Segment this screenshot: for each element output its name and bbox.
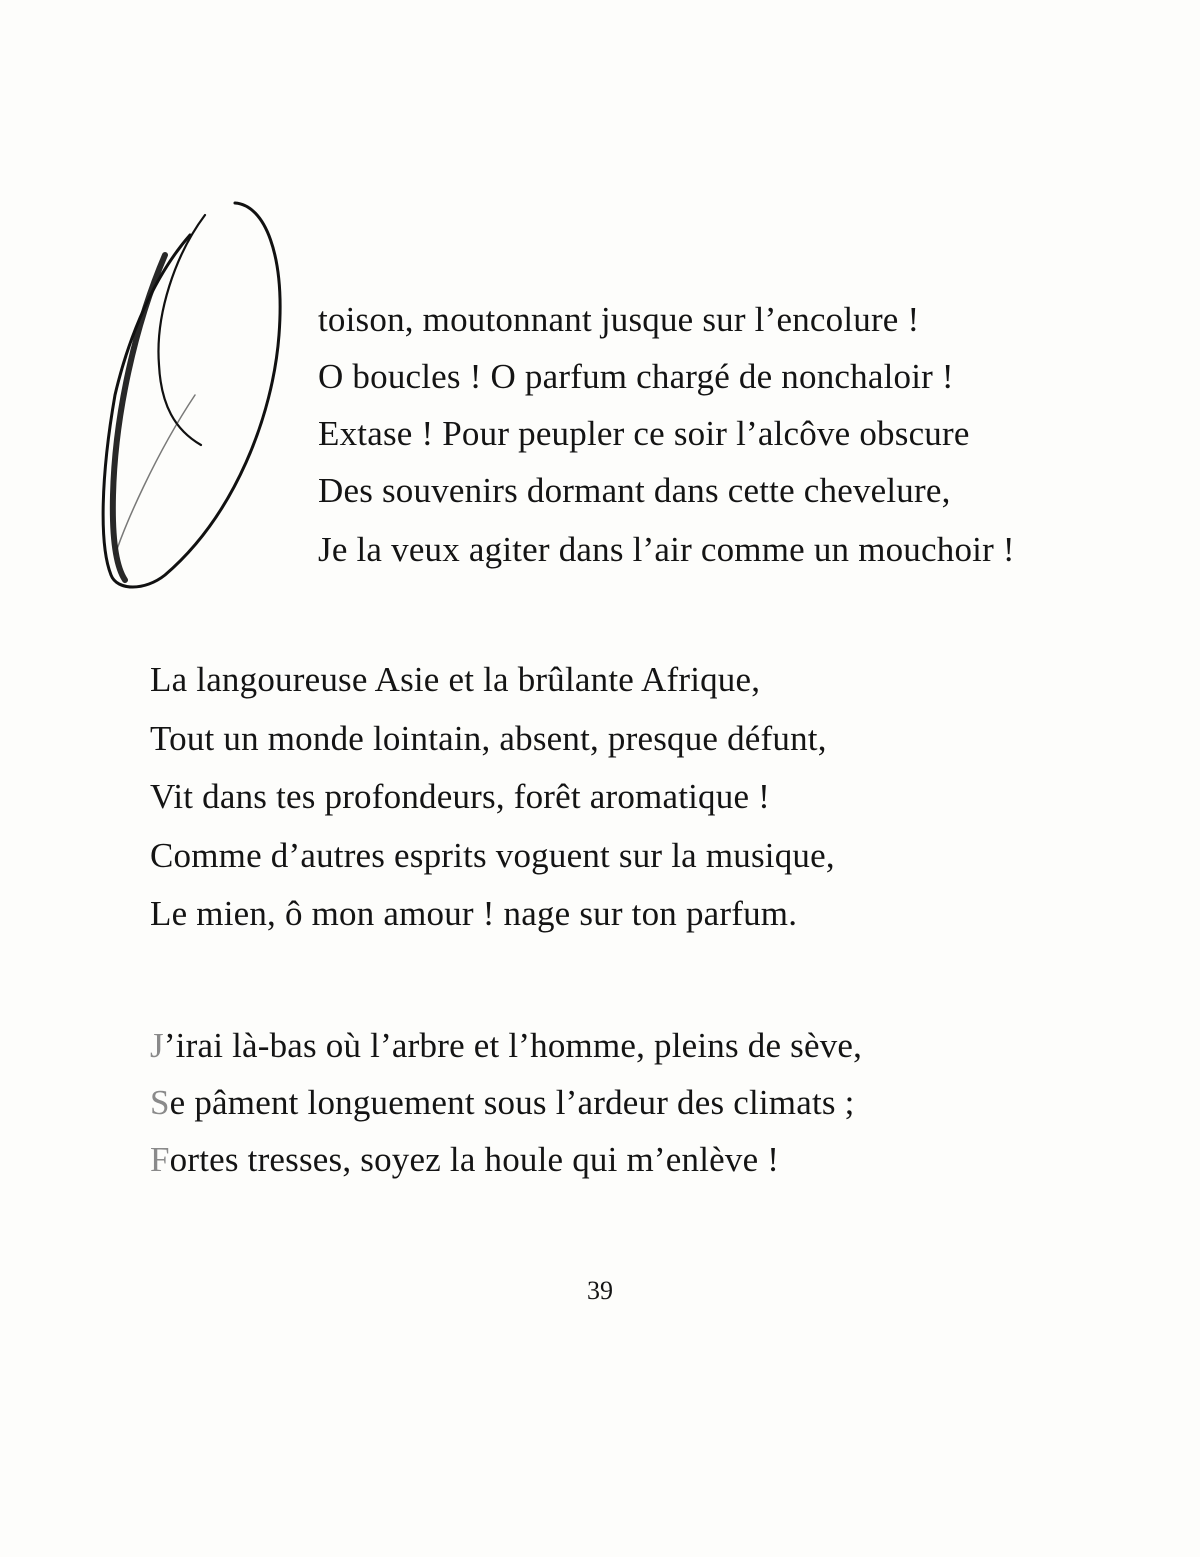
faded-initial-letter: J (150, 1026, 164, 1065)
stanza2-line-4: Comme d’autres esprits voguent sur la musique, (150, 836, 835, 875)
faded-initial-letter: S (150, 1083, 170, 1122)
page-number: 39 (587, 1276, 613, 1305)
line-text: e pâment longuement sous l’ardeur des climats ; (169, 1083, 855, 1122)
stanza2-line-1: La langoureuse Asie et la brûlante Afrique, (150, 660, 761, 699)
line-text: ortes tresses, soyez la houle qui m’enlève ! (169, 1140, 780, 1179)
stanza2-line-3: Vit dans tes profondeurs, forêt aromatique ! (150, 777, 770, 816)
stanza3-line-2 (150, 1083, 855, 1123)
stanza3-line-1 (150, 1026, 862, 1066)
stanza2-line-5: Le mien, ô mon amour ! nage sur ton parfum. (150, 894, 798, 933)
stanza1-line-1: toison, moutonnant jusque sur l’encolure ! (318, 300, 920, 339)
faded-initial-letter: F (150, 1140, 170, 1179)
stanza1-line-4: Des souvenirs dormant dans cette chevelure, (318, 471, 951, 510)
stanza1-line-3: Extase ! Pour peupler ce soir l’alcôve obscure (318, 414, 970, 453)
stanza3-line-3 (150, 1140, 779, 1180)
calligraphic-initial-o (95, 195, 295, 595)
stanza2-line-2: Tout un monde lointain, absent, presque défunt, (150, 719, 827, 758)
line-text: ’irai là-bas où l’arbre et l’homme, pleins de sève, (163, 1026, 863, 1065)
stanza1-line-2: O boucles ! O parfum chargé de nonchaloir ! (318, 357, 954, 396)
stanza1-line-5: Je la veux agiter dans l’air comme un mouchoir ! (318, 530, 1015, 569)
